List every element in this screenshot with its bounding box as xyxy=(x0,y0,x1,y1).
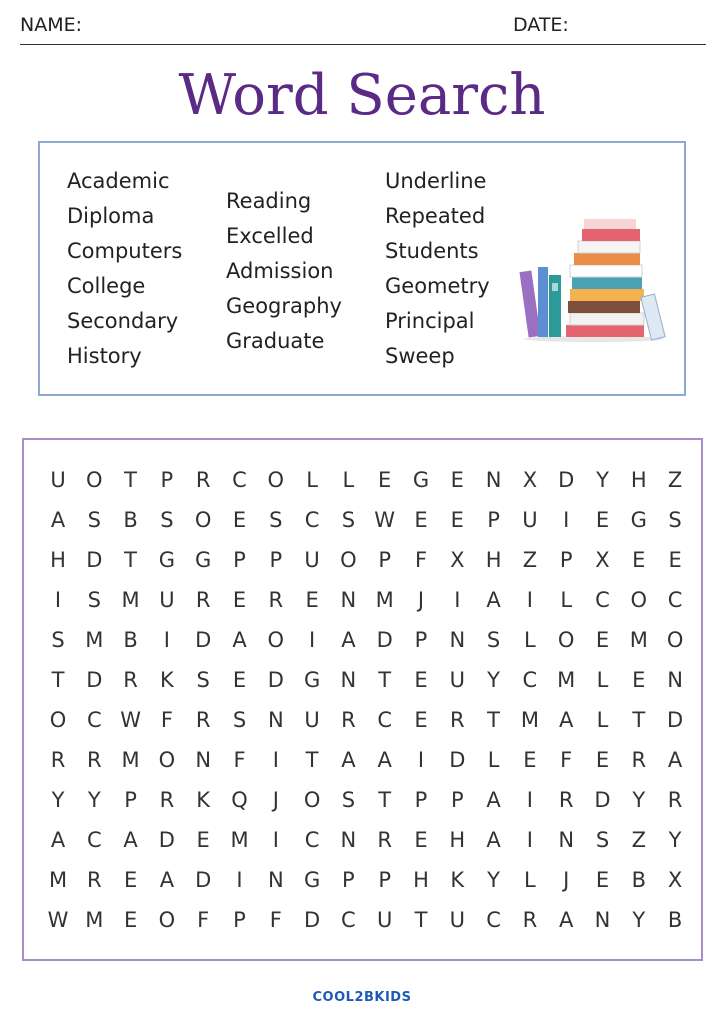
grid-cell[interactable]: L xyxy=(596,668,609,692)
page-title: Word Search xyxy=(178,63,546,128)
grid-cell[interactable]: D xyxy=(195,868,212,892)
grid-cell[interactable]: E xyxy=(595,628,610,652)
grid-cell[interactable]: S xyxy=(232,708,247,732)
grid-cell[interactable]: U xyxy=(304,548,320,572)
grid-cell[interactable]: A xyxy=(50,828,66,852)
grid-cell[interactable]: L xyxy=(342,468,355,492)
grid-cell[interactable]: Z xyxy=(667,468,683,492)
grid-cell[interactable]: E xyxy=(414,828,428,852)
grid-cell[interactable]: Y xyxy=(487,668,500,692)
grid-cell[interactable]: M xyxy=(375,588,394,612)
grid-cell[interactable]: O xyxy=(194,508,212,532)
grid-cell[interactable]: E xyxy=(632,668,646,692)
grid-cell[interactable]: F xyxy=(197,908,210,932)
grid-cell[interactable]: C xyxy=(304,828,320,852)
grid-cell[interactable]: L xyxy=(487,748,500,772)
grid-cell[interactable]: M xyxy=(121,588,140,612)
grid-cell[interactable]: P xyxy=(378,868,392,892)
grid-cell[interactable]: J xyxy=(563,868,570,892)
letter-grid xyxy=(22,438,703,961)
grid-cell[interactable]: M xyxy=(121,748,140,772)
grid-cell[interactable]: I xyxy=(236,868,243,892)
grid-cell[interactable]: U xyxy=(522,508,538,532)
grid-cell[interactable]: H xyxy=(630,468,647,492)
grid-cell[interactable]: E xyxy=(123,908,138,932)
grid-cell[interactable]: E xyxy=(595,748,610,772)
grid-cell[interactable]: X xyxy=(450,548,465,572)
grid-cell[interactable]: S xyxy=(341,508,356,532)
date-label: DATE: xyxy=(513,14,569,36)
grid-row xyxy=(24,540,701,580)
grid-cell[interactable]: I xyxy=(272,748,279,772)
grid-cell[interactable]: O xyxy=(158,908,176,932)
grid-cell[interactable]: K xyxy=(450,868,465,892)
grid-cell[interactable]: P xyxy=(233,908,246,932)
grid-cell[interactable]: I xyxy=(563,508,570,532)
grid-cell[interactable]: E xyxy=(414,668,428,692)
name-label: NAME: xyxy=(20,14,83,36)
word-item: Geography xyxy=(226,294,342,318)
word-item: College xyxy=(67,274,146,298)
grid-cell[interactable]: M xyxy=(85,908,104,932)
grid-cell[interactable]: D xyxy=(667,708,684,732)
grid-cell[interactable]: S xyxy=(196,668,210,692)
word-item: Underline xyxy=(385,169,487,193)
word-item: Academic xyxy=(67,169,170,193)
grid-cell[interactable]: Y xyxy=(51,788,65,812)
grid-cell[interactable]: R xyxy=(87,868,102,892)
grid-cell[interactable]: N xyxy=(485,468,502,492)
grid-cell[interactable]: O xyxy=(630,588,648,612)
grid-cell[interactable]: U xyxy=(449,908,465,932)
grid-cell[interactable]: P xyxy=(269,548,283,572)
grid-cell[interactable]: W xyxy=(120,708,141,732)
grid-cell[interactable]: O xyxy=(666,628,684,652)
grid-cell[interactable]: G xyxy=(412,468,430,492)
grid-cell[interactable]: F xyxy=(269,908,282,932)
grid-row xyxy=(24,860,701,900)
grid-cell[interactable]: N xyxy=(558,828,575,852)
grid-cell[interactable]: C xyxy=(377,708,393,732)
grid-cell[interactable]: C xyxy=(667,588,683,612)
grid-cell[interactable]: P xyxy=(233,548,246,572)
grid-cell[interactable]: C xyxy=(595,588,610,612)
grid-cell[interactable]: C xyxy=(304,508,320,532)
grid-cell[interactable]: H xyxy=(50,548,66,572)
footer-logo xyxy=(0,986,724,1005)
grid-cell[interactable]: F xyxy=(560,748,573,772)
grid-cell[interactable]: A xyxy=(341,628,356,652)
grid-cell[interactable]: R xyxy=(123,668,138,692)
grid-cell[interactable]: E xyxy=(450,508,464,532)
grid-cell[interactable]: T xyxy=(378,788,392,812)
grid-cell[interactable]: R xyxy=(450,708,465,732)
word-column-2 xyxy=(226,184,342,359)
grid-cell[interactable]: A xyxy=(50,508,66,532)
grid-cell[interactable]: E xyxy=(232,668,247,692)
grid-cell[interactable]: E xyxy=(305,588,319,612)
grid-cell[interactable]: U xyxy=(50,468,66,492)
grid-cell[interactable]: S xyxy=(51,628,65,652)
grid-row xyxy=(24,740,701,780)
grid-cell[interactable]: A xyxy=(232,628,247,652)
grid-cell[interactable]: I xyxy=(272,828,279,852)
grid-cell[interactable]: C xyxy=(486,908,501,932)
grid-cell[interactable]: S xyxy=(486,628,501,652)
grid-cell[interactable]: B xyxy=(631,868,646,892)
grid-cell[interactable]: K xyxy=(160,668,174,692)
grid-cell[interactable]: T xyxy=(414,908,428,932)
grid-cell[interactable]: L xyxy=(524,628,536,652)
grid-row xyxy=(24,460,701,500)
grid-cell[interactable]: R xyxy=(522,908,538,932)
grid-cell[interactable]: G xyxy=(158,548,176,572)
grid-cell[interactable]: A xyxy=(486,588,501,612)
grid-cell[interactable]: A xyxy=(123,828,138,852)
grid-cell[interactable]: O xyxy=(267,628,285,652)
grid-cell[interactable]: I xyxy=(454,588,461,612)
grid-cell[interactable]: E xyxy=(668,548,682,572)
grid-cell[interactable]: F xyxy=(414,548,428,572)
grid-cell[interactable]: N xyxy=(267,708,284,732)
word-item: History xyxy=(67,344,142,368)
grid-cell[interactable]: R xyxy=(268,588,284,612)
word-item: Geometry xyxy=(385,274,490,298)
grid-cell[interactable]: P xyxy=(450,788,464,812)
grid-row xyxy=(24,580,701,620)
grid-cell[interactable]: U xyxy=(159,588,175,612)
grid-cell[interactable]: P xyxy=(414,628,428,652)
word-item: Secondary xyxy=(67,309,179,333)
grid-cell[interactable]: D xyxy=(594,788,611,812)
grid-cell[interactable]: E xyxy=(595,508,610,532)
grid-cell[interactable]: L xyxy=(306,468,318,492)
grid-cell[interactable]: T xyxy=(305,748,319,772)
grid-cell[interactable]: M xyxy=(48,868,68,892)
grid-cell[interactable]: N xyxy=(195,748,212,772)
grid-cell[interactable]: F xyxy=(160,708,173,732)
grid-cell[interactable]: R xyxy=(195,708,211,732)
grid-cell[interactable]: Y xyxy=(632,908,646,932)
grid-cell[interactable]: D xyxy=(558,468,575,492)
grid-cell[interactable]: N xyxy=(667,668,683,692)
grid-cell[interactable]: E xyxy=(123,868,138,892)
grid-cell[interactable]: R xyxy=(377,828,392,852)
grid-cell[interactable]: E xyxy=(595,868,610,892)
grid-cell[interactable]: O xyxy=(86,468,103,492)
grid-cell[interactable]: L xyxy=(596,708,609,732)
grid-cell[interactable]: R xyxy=(87,748,102,772)
grid-cell[interactable]: T xyxy=(378,668,392,692)
grid-cell[interactable]: A xyxy=(559,708,574,732)
grid-cell[interactable]: I xyxy=(308,628,316,652)
word-item: Graduate xyxy=(226,329,325,353)
grid-cell[interactable]: A xyxy=(377,748,392,772)
grid-cell[interactable]: A xyxy=(159,868,175,892)
grid-cell[interactable]: S xyxy=(160,508,174,532)
grid-cell[interactable]: B xyxy=(123,508,138,532)
grid-cell[interactable]: N xyxy=(594,908,611,932)
word-item: Excelled xyxy=(226,224,314,248)
grid-cell[interactable]: J xyxy=(272,788,279,812)
grid-cell[interactable]: R xyxy=(195,468,211,492)
grid-cell[interactable]: N xyxy=(267,868,284,892)
grid-cell[interactable]: P xyxy=(378,548,392,572)
grid-cell[interactable]: O xyxy=(557,628,575,652)
grid-cell[interactable]: U xyxy=(449,668,465,692)
grid-cell[interactable]: B xyxy=(123,628,138,652)
grid-cell[interactable]: I xyxy=(163,628,170,652)
grid-cell[interactable]: P xyxy=(160,468,174,492)
grid-cell[interactable]: T xyxy=(632,708,646,732)
grid-row xyxy=(24,700,701,740)
grid-cell[interactable]: C xyxy=(341,908,356,932)
grid-cell[interactable]: E xyxy=(232,508,247,532)
grid-cell[interactable]: P xyxy=(414,788,428,812)
grid-cell[interactable]: N xyxy=(340,828,357,852)
grid-cell[interactable]: S xyxy=(87,588,101,612)
grid-cell[interactable]: O xyxy=(267,468,285,492)
grid-cell[interactable]: T xyxy=(51,668,65,692)
grid-cell[interactable]: A xyxy=(486,828,501,852)
grid-cell[interactable]: X xyxy=(667,868,683,892)
grid-cell[interactable]: G xyxy=(630,508,647,532)
grid-cell[interactable]: O xyxy=(340,548,357,572)
grid-cell[interactable]: P xyxy=(124,788,137,812)
grid-cell[interactable]: D xyxy=(267,668,284,692)
grid-cell[interactable]: R xyxy=(195,588,211,612)
grid-cell[interactable]: R xyxy=(50,748,66,772)
grid-cell[interactable]: E xyxy=(414,708,428,732)
grid-row xyxy=(24,780,701,820)
grid-cell[interactable]: H xyxy=(449,828,466,852)
grid-cell[interactable]: E xyxy=(632,548,646,572)
word-item: Admission xyxy=(226,259,334,283)
grid-cell[interactable]: L xyxy=(524,868,536,892)
word-item: Principal xyxy=(385,309,475,333)
grid-cell[interactable]: D xyxy=(86,548,103,572)
grid-cell[interactable]: N xyxy=(340,668,357,692)
grid-cell[interactable]: M xyxy=(230,828,249,852)
grid-cell[interactable]: Y xyxy=(87,788,101,812)
grid-cell[interactable]: S xyxy=(668,508,682,532)
grid-cell[interactable]: P xyxy=(559,548,573,572)
grid-cell[interactable]: B xyxy=(667,908,683,932)
grid-cell[interactable]: M xyxy=(557,668,576,692)
grid-cell[interactable]: D xyxy=(158,828,175,852)
grid-cell[interactable]: Y xyxy=(632,788,646,812)
word-list-box xyxy=(38,141,686,396)
grid-cell[interactable]: R xyxy=(341,708,356,732)
grid-cell[interactable]: T xyxy=(124,468,137,492)
word-item: Repeated xyxy=(385,204,486,228)
grid-cell[interactable]: X xyxy=(522,468,538,492)
grid-cell[interactable]: Y xyxy=(487,868,500,892)
grid-cell[interactable]: I xyxy=(417,748,425,772)
grid-row xyxy=(24,820,701,860)
grid-cell[interactable]: D xyxy=(86,668,103,692)
grid-cell[interactable]: I xyxy=(54,588,62,612)
grid-cell[interactable]: O xyxy=(49,708,67,732)
grid-cell[interactable]: N xyxy=(449,628,466,652)
grid-cell[interactable]: F xyxy=(233,748,246,772)
grid-cell[interactable]: S xyxy=(87,508,101,532)
grid-cell[interactable]: O xyxy=(158,748,176,772)
grid-cell[interactable]: D xyxy=(304,908,321,932)
grid-cell[interactable]: R xyxy=(558,788,574,812)
grid-cell[interactable]: E xyxy=(232,588,247,612)
grid-cell[interactable]: P xyxy=(342,868,355,892)
grid-cell[interactable]: J xyxy=(417,588,425,612)
word-item: Sweep xyxy=(385,344,455,368)
header-row xyxy=(20,10,706,45)
grid-cell[interactable]: I xyxy=(526,788,533,812)
word-column-1 xyxy=(67,164,182,374)
grid-cell[interactable]: H xyxy=(485,548,502,572)
grid-cell[interactable]: W xyxy=(374,508,396,532)
grid-cell[interactable]: S xyxy=(595,828,610,852)
grid-cell[interactable]: R xyxy=(667,788,683,812)
grid-cell[interactable]: Z xyxy=(522,548,538,572)
books-stack-icon xyxy=(514,213,674,343)
grid-cell[interactable]: R xyxy=(159,788,175,812)
grid-cell[interactable]: Z xyxy=(631,828,646,852)
grid-row xyxy=(24,660,701,700)
grid-cell[interactable]: C xyxy=(86,828,102,852)
grid-cell[interactable]: C xyxy=(86,708,102,732)
grid-row xyxy=(24,620,701,660)
grid-cell[interactable]: T xyxy=(124,548,137,572)
grid-cell[interactable]: S xyxy=(269,508,283,532)
grid-cell[interactable]: Y xyxy=(596,468,609,492)
grid-cell[interactable]: A xyxy=(486,788,501,812)
grid-cell[interactable]: D xyxy=(449,748,466,772)
word-item: Computers xyxy=(67,239,183,263)
word-item: Diploma xyxy=(67,204,155,228)
grid-cell[interactable]: G xyxy=(303,868,321,892)
grid-cell[interactable]: C xyxy=(522,668,538,692)
grid-row xyxy=(24,500,701,540)
grid-cell[interactable]: M xyxy=(520,708,539,732)
grid-cell[interactable]: U xyxy=(304,708,320,732)
grid-cell[interactable]: E xyxy=(378,468,392,492)
grid-cell[interactable]: H xyxy=(413,868,429,892)
grid-cell[interactable]: D xyxy=(376,628,393,652)
grid-cell[interactable]: C xyxy=(232,468,247,492)
grid-cell[interactable]: L xyxy=(560,588,573,612)
grid-cell[interactable]: O xyxy=(303,788,321,812)
grid-cell[interactable]: A xyxy=(559,908,574,932)
grid-cell[interactable]: R xyxy=(631,748,647,772)
word-column-3 xyxy=(385,164,490,374)
grid-cell[interactable]: X xyxy=(595,548,610,572)
grid-cell[interactable]: E xyxy=(196,828,210,852)
word-item: Reading xyxy=(226,189,312,213)
grid-cell[interactable]: S xyxy=(341,788,356,812)
grid-cell[interactable]: M xyxy=(85,628,104,652)
grid-cell[interactable]: E xyxy=(523,748,537,772)
grid-cell[interactable]: Q xyxy=(231,788,248,812)
grid-cell[interactable]: P xyxy=(487,508,500,532)
grid-cell[interactable]: E xyxy=(450,468,464,492)
grid-cell[interactable]: K xyxy=(196,788,211,812)
grid-cell[interactable]: E xyxy=(414,508,428,532)
grid-cell[interactable]: G xyxy=(303,668,321,692)
grid-cell[interactable]: I xyxy=(526,588,533,612)
grid-cell[interactable]: A xyxy=(341,748,356,772)
grid-cell[interactable]: G xyxy=(195,548,212,572)
word-item: Students xyxy=(385,239,479,263)
grid-cell[interactable]: T xyxy=(487,708,500,732)
grid-cell[interactable]: A xyxy=(667,748,683,772)
cool2bkids-logo: COOL2BKIDS xyxy=(312,990,412,1005)
grid-cell[interactable]: U xyxy=(377,908,393,932)
grid-cell[interactable]: I xyxy=(526,828,533,852)
grid-cell[interactable]: M xyxy=(629,628,648,652)
grid-cell[interactable]: D xyxy=(195,628,212,652)
grid-row xyxy=(24,900,701,940)
grid-cell[interactable]: N xyxy=(340,588,357,612)
grid-cell[interactable]: Y xyxy=(668,828,682,852)
grid-cell[interactable]: W xyxy=(47,908,69,932)
